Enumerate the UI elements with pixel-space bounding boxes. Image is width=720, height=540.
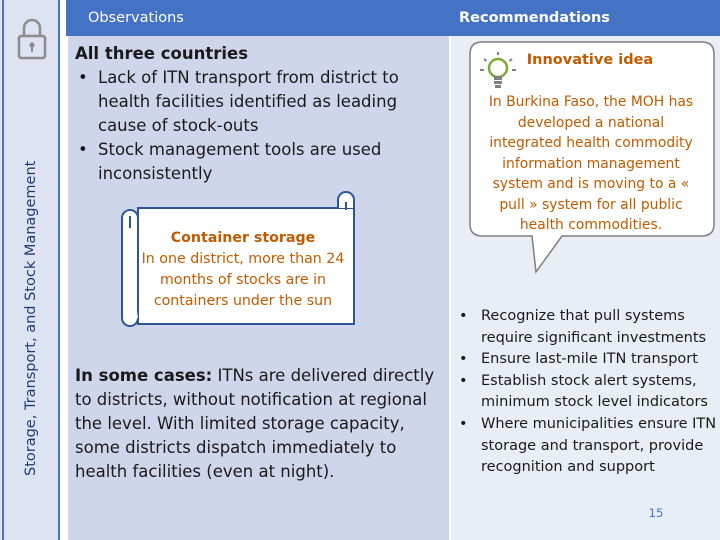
recommendations-list bbox=[457, 306, 717, 479]
observations-list bbox=[75, 66, 447, 186]
sidebar-title: Storage, Transport, and Stock Management bbox=[23, 160, 39, 476]
observation-item: • Stock management tools are used inconsistently bbox=[75, 138, 447, 186]
callout-body: In Burkina Faso, the MOH has developed a national integrated health commodity information management system and is moving to a « pull » system for all public health commodities. bbox=[488, 94, 694, 233]
callout-title: Innovative idea bbox=[526, 52, 654, 68]
lock-icon bbox=[16, 16, 48, 60]
recommendations-header: Recommendations bbox=[451, 0, 720, 36]
recommendation-item: • Establish stock alert systems, minimum stock level indicators bbox=[457, 371, 717, 414]
cases-text: ITNs are delivered directly to districts, without notification at regional the level. With limited storage capacity, some districts dispatch immediately to health facilities (even at night). bbox=[75, 366, 435, 481]
cases-paragraph bbox=[75, 364, 445, 484]
recommendation-item: • Recognize that pull systems require significant investments bbox=[457, 306, 717, 349]
scroll-text bbox=[140, 228, 346, 312]
sidebar-divider bbox=[2, 0, 4, 540]
scroll-body: In one district, more than 24 months of stocks are in containers under the sun bbox=[141, 251, 345, 309]
recommendation-item: • Where municipalities ensure ITN storage and transport, provide recognition and support bbox=[457, 414, 717, 479]
observations-intro bbox=[75, 42, 447, 186]
cases-label: In some cases: bbox=[75, 366, 213, 385]
sidebar bbox=[0, 0, 60, 540]
recommendation-item: • Ensure last-mile ITN transport bbox=[457, 349, 717, 371]
scroll-title: Container storage bbox=[170, 230, 316, 246]
observations-heading: All three countries bbox=[75, 44, 249, 63]
observation-item: • Lack of ITN transport from district to health facilities identified as leading cause of stock-outs bbox=[75, 66, 447, 138]
lightbulb-icon bbox=[478, 50, 518, 94]
observations-header: Observations bbox=[66, 0, 451, 36]
page-number: 15 bbox=[648, 506, 664, 520]
